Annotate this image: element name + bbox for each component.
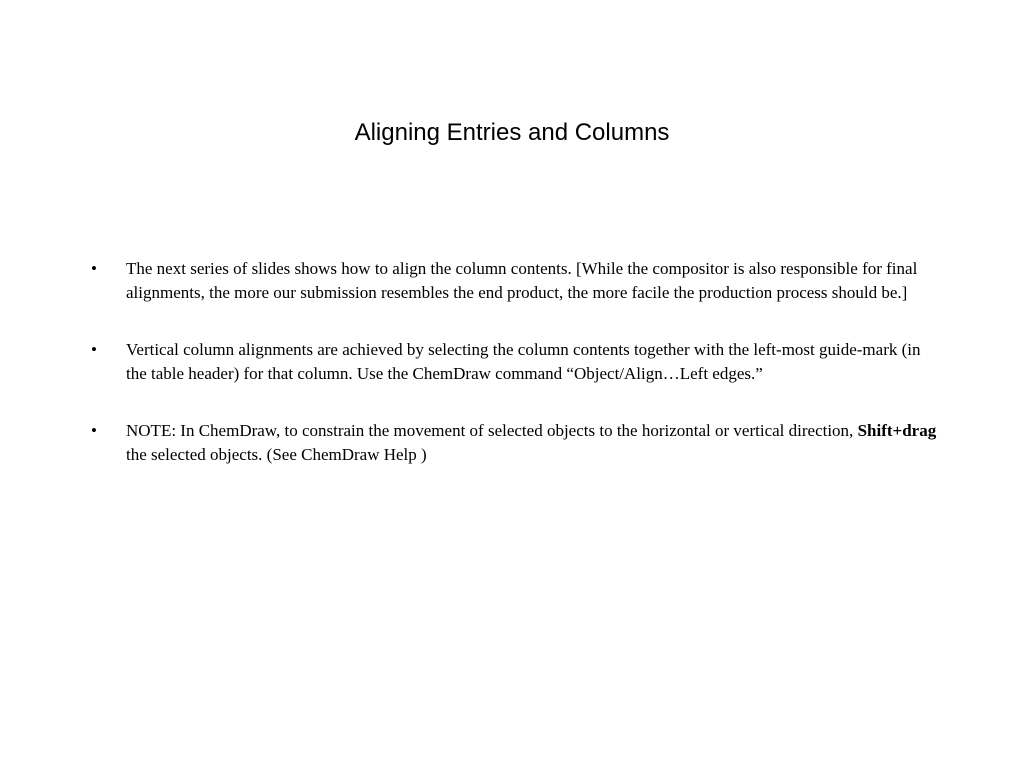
- bullet-marker: •: [91, 340, 97, 359]
- bullet-list: [84, 257, 944, 466]
- bullet-text-before: NOTE: In ChemDraw, to constrain the movement of selected objects to the horizontal or vertical direction,: [126, 421, 858, 440]
- bullet-text: The next series of slides shows how to align the column contents. [While the compositor is also responsible for final alignments, the more our submission resembles the end product, the more facile the production process should be.]: [126, 259, 918, 302]
- bullet-item: [84, 419, 944, 466]
- bullet-marker: •: [91, 259, 97, 278]
- bullet-text: Vertical column alignments are achieved by selecting the column contents together with the left-most guide-mark (in the table header) for that column. Use the ChemDraw command “Object/Align…Left edges.”: [126, 340, 921, 383]
- bullet-item: [84, 338, 944, 385]
- bullet-text-bold: Shift+drag: [857, 421, 937, 440]
- slide-title: Aligning Entries and Columns: [354, 119, 670, 146]
- bullet-item: [84, 257, 944, 304]
- bullet-marker: •: [91, 421, 97, 440]
- bullet-text-after: the selected objects. (See ChemDraw Help ): [126, 444, 427, 464]
